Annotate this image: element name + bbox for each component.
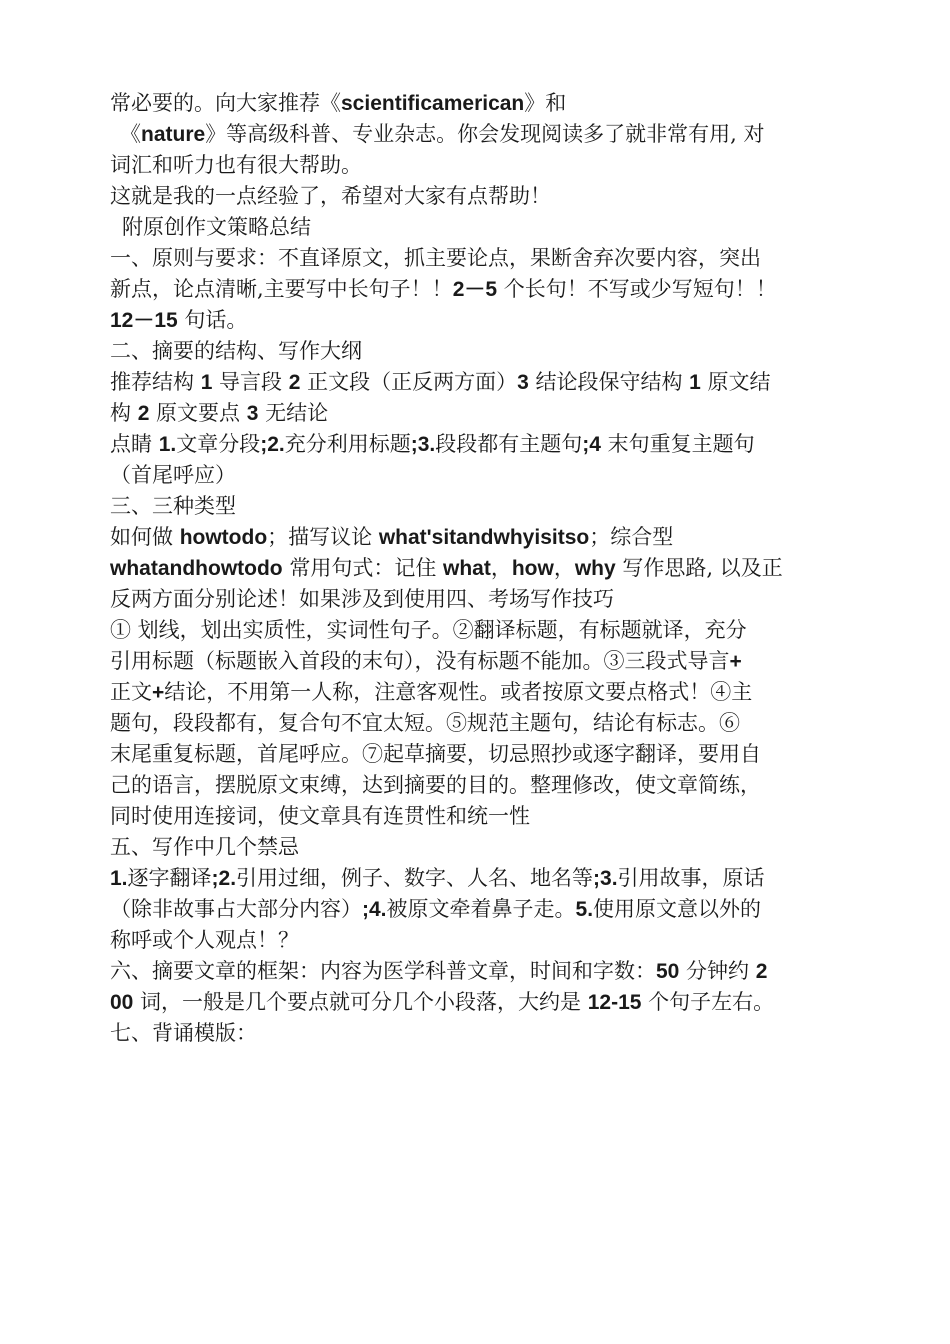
text-line: 题句，段段都有，复合句不宜太短。⑤规范主题句，结论有标志。⑥ xyxy=(110,711,740,735)
text-line: 这就是我的一点经验了，希望对大家有点帮助！ xyxy=(110,184,551,208)
section-heading: 五、写作中几个禁忌 xyxy=(110,835,299,859)
document-body xyxy=(110,88,845,1049)
text-line: 常必要的。向大家推荐《scientificamerican》和 xyxy=(110,91,567,115)
section-heading: 一、原则与要求：不直译原文，抓主要论点，果断舍弃次要内容，突出 xyxy=(110,246,761,270)
section-heading: 附原创作文策略总结 xyxy=(122,215,311,239)
section-heading: 六、摘要文章的框架：内容为医学科普文章，时间和字数：50 分钟约 2 xyxy=(110,959,768,983)
text-line: 称呼或个人观点！？ xyxy=(110,928,299,952)
text-line: 己的语言，摆脱原文束缚，达到摘要的目的。整理修改，使文章简练， xyxy=(110,773,761,797)
text-line: 新点，论点清晰,主要写中长句子！！2－5 个长句！不写或少写短句！！ xyxy=(110,277,777,301)
text-line: 正文+结论，不用第一人称，注意客观性。或者按原文要点格式！④主 xyxy=(110,680,753,704)
text-line: 反两方面分别论述！如果涉及到使用四、考场写作技巧 xyxy=(110,587,614,611)
text-line: 同时使用连接词，使文章具有连贯性和统一性 xyxy=(110,804,530,828)
section-heading: 三、三种类型 xyxy=(110,494,236,518)
text-line: 00 词，一般是几个要点就可分几个小段落，大约是 12-15 个句子左右。 xyxy=(110,990,775,1014)
text-line: （除非故事占大部分内容）;4.被原文牵着鼻子走。5.使用原文意以外的 xyxy=(110,897,762,921)
section-heading: 二、摘要的结构、写作大纲 xyxy=(110,339,362,363)
text-line: 末尾重复标题，首尾呼应。⑦起草摘要，切忌照抄或逐字翻译，要用自 xyxy=(110,742,761,766)
text-line: 构 2 原文要点 3 无结论 xyxy=(110,401,329,425)
text-line: 点睛 1.文章分段;2.充分利用标题;3.段段都有主题句;4 末句重复主题句 xyxy=(110,432,755,456)
text-line: 推荐结构 1 导言段 2 正文段（正反两方面）3 结论段保守结构 1 原文结 xyxy=(110,370,771,394)
text-line: （首尾呼应） xyxy=(110,463,236,487)
text-line: 如何做 howtodo；描写议论 what'sitandwhyisitso；综合型 xyxy=(110,525,674,549)
text-line: whatandhowtodo 常用句式：记住 what，how，why 写作思路, 以及正 xyxy=(110,556,783,580)
text-line: 12－15 句话。 xyxy=(110,308,248,332)
section-heading: 七、背诵模版： xyxy=(110,1021,257,1045)
text-line: 词汇和听力也有很大帮助。 xyxy=(110,153,362,177)
text-line: ① 划线，划出实质性，实词性句子。②翻译标题，有标题就译，充分 xyxy=(110,618,747,642)
text-line: 1.逐字翻译;2.引用过细，例子、数字、人名、地名等;3.引用故事，原话 xyxy=(110,866,765,890)
text-line: 《nature》等高级科普、专业杂志。你会发现阅读多了就非常有用, 对 xyxy=(120,122,765,146)
text-line: 引用标题（标题嵌入首段的末句），没有标题不能加。③三段式导言+ xyxy=(110,649,742,673)
